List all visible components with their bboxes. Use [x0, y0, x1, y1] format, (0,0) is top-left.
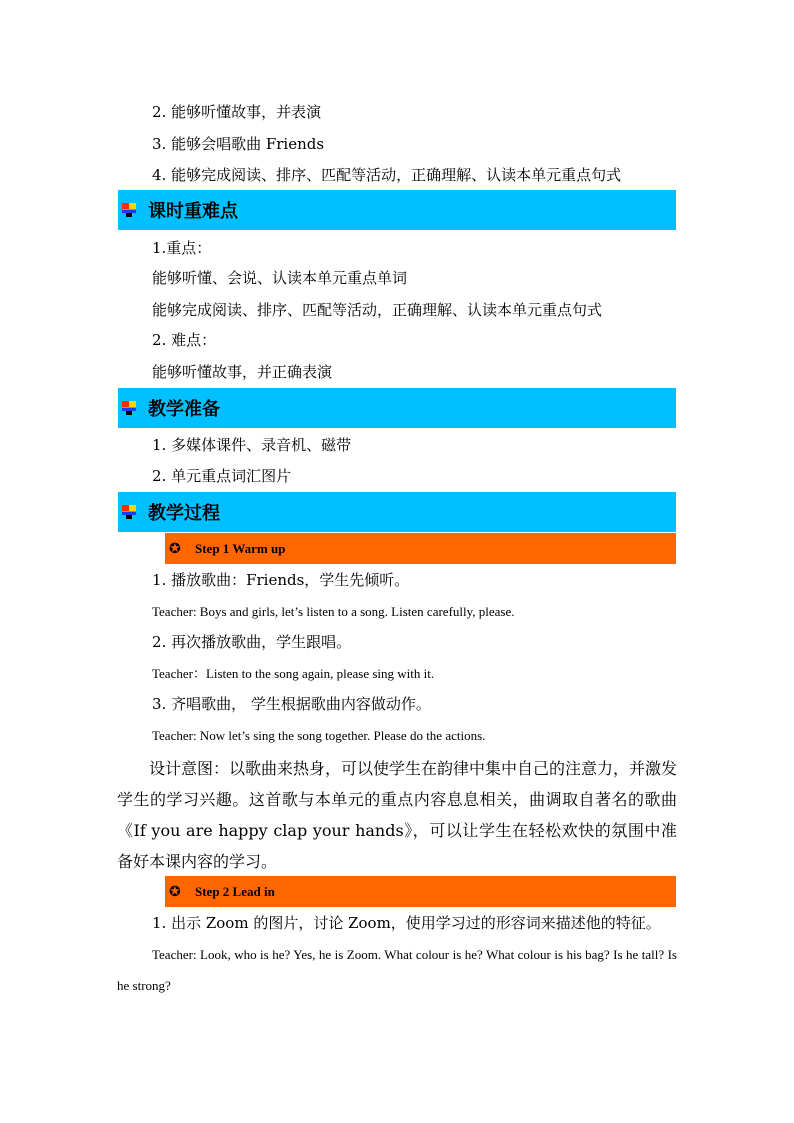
teacher-paragraph: Teacher: Look, who is he? Yes, he is Zoom. What colour is he? What colour is his bag? Is he tall? Is he strong? [117, 947, 677, 993]
star-icon: ✪ [169, 540, 181, 557]
section-banner-preparation [118, 388, 676, 428]
star-icon: ✪ [169, 883, 181, 900]
keypoint-line: 1.重点： [152, 239, 212, 257]
goal-item: 4. 能够完成阅读、排序、匹配等活动，正确理解、认读本单元重点句式 [152, 166, 622, 184]
design-intent-paragraph: 设计意图：以歌曲来热身，可以使学生在韵律中集中自己的注意力，并激发学生的学习兴趣。这首歌与本单元的重点内容息息相关，曲调取自著名的歌曲《If you are happy clap your hands》，可以让学生在轻松欢快的氛围中准备好本课内容的学习。 [117, 759, 678, 871]
goal-item: 2. 能够听懂故事，并表演 [152, 103, 322, 121]
step-title: Step 2 Lead in [195, 883, 275, 899]
book-icon [122, 203, 136, 217]
keypoint-line: 2. 难点： [152, 331, 217, 349]
step-line: 1. 出示 Zoom 的图片，讨论 Zoom，使用学习过的形容词来描述他的特征。 [152, 914, 661, 932]
keypoint-line: 能够听懂、会说、认读本单元重点单词 [152, 269, 408, 287]
section-banner-keypoints [118, 190, 676, 230]
teacher-line: Teacher: Now let’s sing the song together. Please do the actions. [152, 728, 486, 743]
step-banner-warm-up [165, 533, 676, 564]
preparation-line: 2. 单元重点词汇图片 [152, 467, 292, 485]
step-line: 2. 再次播放歌曲，学生跟唱。 [152, 633, 352, 651]
book-icon [122, 505, 136, 519]
goal-item: 3. 能够会唱歌曲 Friends [152, 135, 325, 153]
preparation-line: 1. 多媒体课件、录音机、磁带 [152, 436, 352, 454]
step-title: Step 1 Warm up [195, 540, 286, 556]
teacher-line: Teacher：Listen to the song again, please sing with it. [152, 666, 435, 681]
section-banner-process [118, 492, 676, 532]
step-line: 1. 播放歌曲：Friends，学生先倾听。 [152, 571, 410, 589]
keypoint-line: 能够完成阅读、排序、匹配等活动，正确理解、认读本单元重点句式 [152, 301, 603, 319]
keypoint-line: 能够听懂故事，并正确表演 [152, 363, 333, 381]
teacher-line: Teacher: Boys and girls, let’s listen to a song. Listen carefully, please. [152, 604, 515, 619]
section-title: 课时重难点 [148, 201, 238, 222]
step-banner-lead-in [165, 876, 676, 907]
step-line: 3. 齐唱歌曲， 学生根据歌曲内容做动作。 [152, 695, 431, 713]
book-icon [122, 401, 136, 415]
section-title: 教学准备 [148, 399, 220, 420]
section-title: 教学过程 [148, 503, 220, 524]
